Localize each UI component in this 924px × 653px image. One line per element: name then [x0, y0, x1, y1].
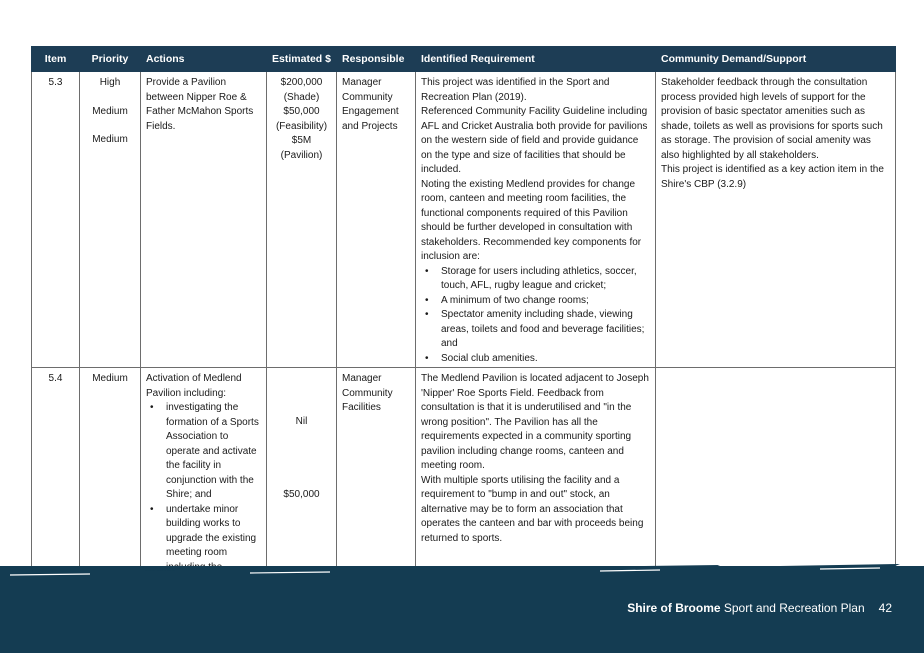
list-item: • Social club amenities. [441, 352, 650, 367]
list-item: • investigating the formation of a Sports Association to operate and activate the facility in conjunction with the Shire; and [166, 401, 261, 503]
demand-paragraph: Stakeholder feedback through the consultation process provided high levels of support for the provision of basic spectator amenities such as shade, toilets as well as provisions for sports such as storage. The provision of social amenity was also highlighted by all stakeholders. [661, 77, 883, 161]
footer-title [627, 601, 892, 615]
estimated-line: Nil [295, 416, 308, 427]
requirement-paragraph: Referenced Community Facility Guideline including AFL and Cricket Australia both provide for pavilions on the western side of field and provide guidance on the type and size of facilities that should be included. [421, 106, 648, 175]
requirement-cell [416, 368, 656, 577]
estimated-line: $50,000 [283, 106, 320, 117]
list-item: • Spectator amenity including shade, viewing areas, toilets and food and beverage facilities; and [441, 308, 650, 352]
footer-title-rest: Sport and Recreation Plan [720, 601, 865, 615]
estimated-line: (Shade) [283, 91, 320, 103]
header-estimated: Estimated $ [267, 47, 337, 72]
priority-value: Medium [80, 368, 141, 577]
requirement-paragraph: Noting the existing Medlend provides for change room, canteen and meeting room facilities, the functional components required of this Pavilion should be further developed in consultation with stakeholders. Recommended key components for inclusion are: [421, 178, 642, 262]
priority-value: High [99, 77, 121, 88]
header-priority: Priority [80, 47, 141, 72]
estimated-line: (Feasibility) [275, 120, 328, 132]
action-plan-table [31, 46, 896, 577]
estimated-line: $200,000 [280, 77, 323, 88]
header-requirement: Identified Requirement [416, 47, 656, 72]
requirement-cell [416, 72, 656, 368]
demand-paragraph: This project is identified as a key action item in the Shire's CBP (3.2.9) [661, 164, 884, 190]
header-item: Item [32, 47, 80, 72]
header-responsible: Responsible [337, 47, 416, 72]
footer-title-bold: Shire of Broome [627, 601, 721, 615]
estimated-cell [267, 368, 337, 577]
action-intro: Activation of Medlend Pavilion including: [146, 373, 242, 399]
table-row [32, 72, 896, 368]
header-actions: Actions [141, 47, 267, 72]
requirement-paragraph: The Medlend Pavilion is located adjacent to Joseph 'Nipper' Roe Sports Field. Feedback from consultation is that it is underutilised and "in the wrong position". The Pavilion has all the requirements expected in a community sporting pavilion including change rooms, canteen and meeting room. [421, 373, 649, 471]
priority-value: Medium [92, 105, 128, 117]
requirement-paragraph: This project was identified in the Sport and Recreation Plan (2019). [421, 77, 610, 103]
requirement-bullet-list [421, 265, 650, 367]
action-bullet-list [146, 401, 261, 575]
requirement-paragraph: With multiple sports utilising the facility and a requirement to "bump in and out" stock, an alternative may be to form an association that operates the canteen and bar with proceeds being returned to sports. [421, 474, 644, 544]
list-item: • A minimum of two change rooms; [441, 294, 650, 309]
list-item: • Storage for users including athletics, soccer, touch, AFL, rugby league and cricket; [441, 265, 650, 294]
item-number: 5.3 [32, 72, 80, 368]
list-item: • undertake minor building works to upgrade the existing meeting room [166, 503, 261, 576]
estimated-line: $5M [291, 135, 312, 146]
estimated-line: (Pavilion) [280, 149, 323, 161]
estimated-line: $50,000 [283, 488, 320, 500]
brush-stroke-divider [0, 556, 924, 586]
header-demand: Community Demand/Support [656, 47, 896, 72]
priority-value: Medium [92, 134, 128, 145]
priority-cell [80, 72, 141, 368]
responsible-cell: Manager Community Facilities [337, 368, 416, 577]
action-cell [141, 368, 267, 577]
action-cell: Provide a Pavilion between Nipper Roe & Father McMahon Sports Fields. [141, 72, 267, 368]
demand-cell [656, 72, 896, 368]
page-number: 42 [878, 601, 892, 615]
responsible-cell: Manager Community Engagement and Projects [337, 72, 416, 368]
estimated-cell [267, 72, 337, 368]
table-header-row [32, 47, 896, 72]
table-row [32, 368, 896, 577]
item-number: 5.4 [32, 368, 80, 577]
demand-cell [656, 368, 896, 577]
